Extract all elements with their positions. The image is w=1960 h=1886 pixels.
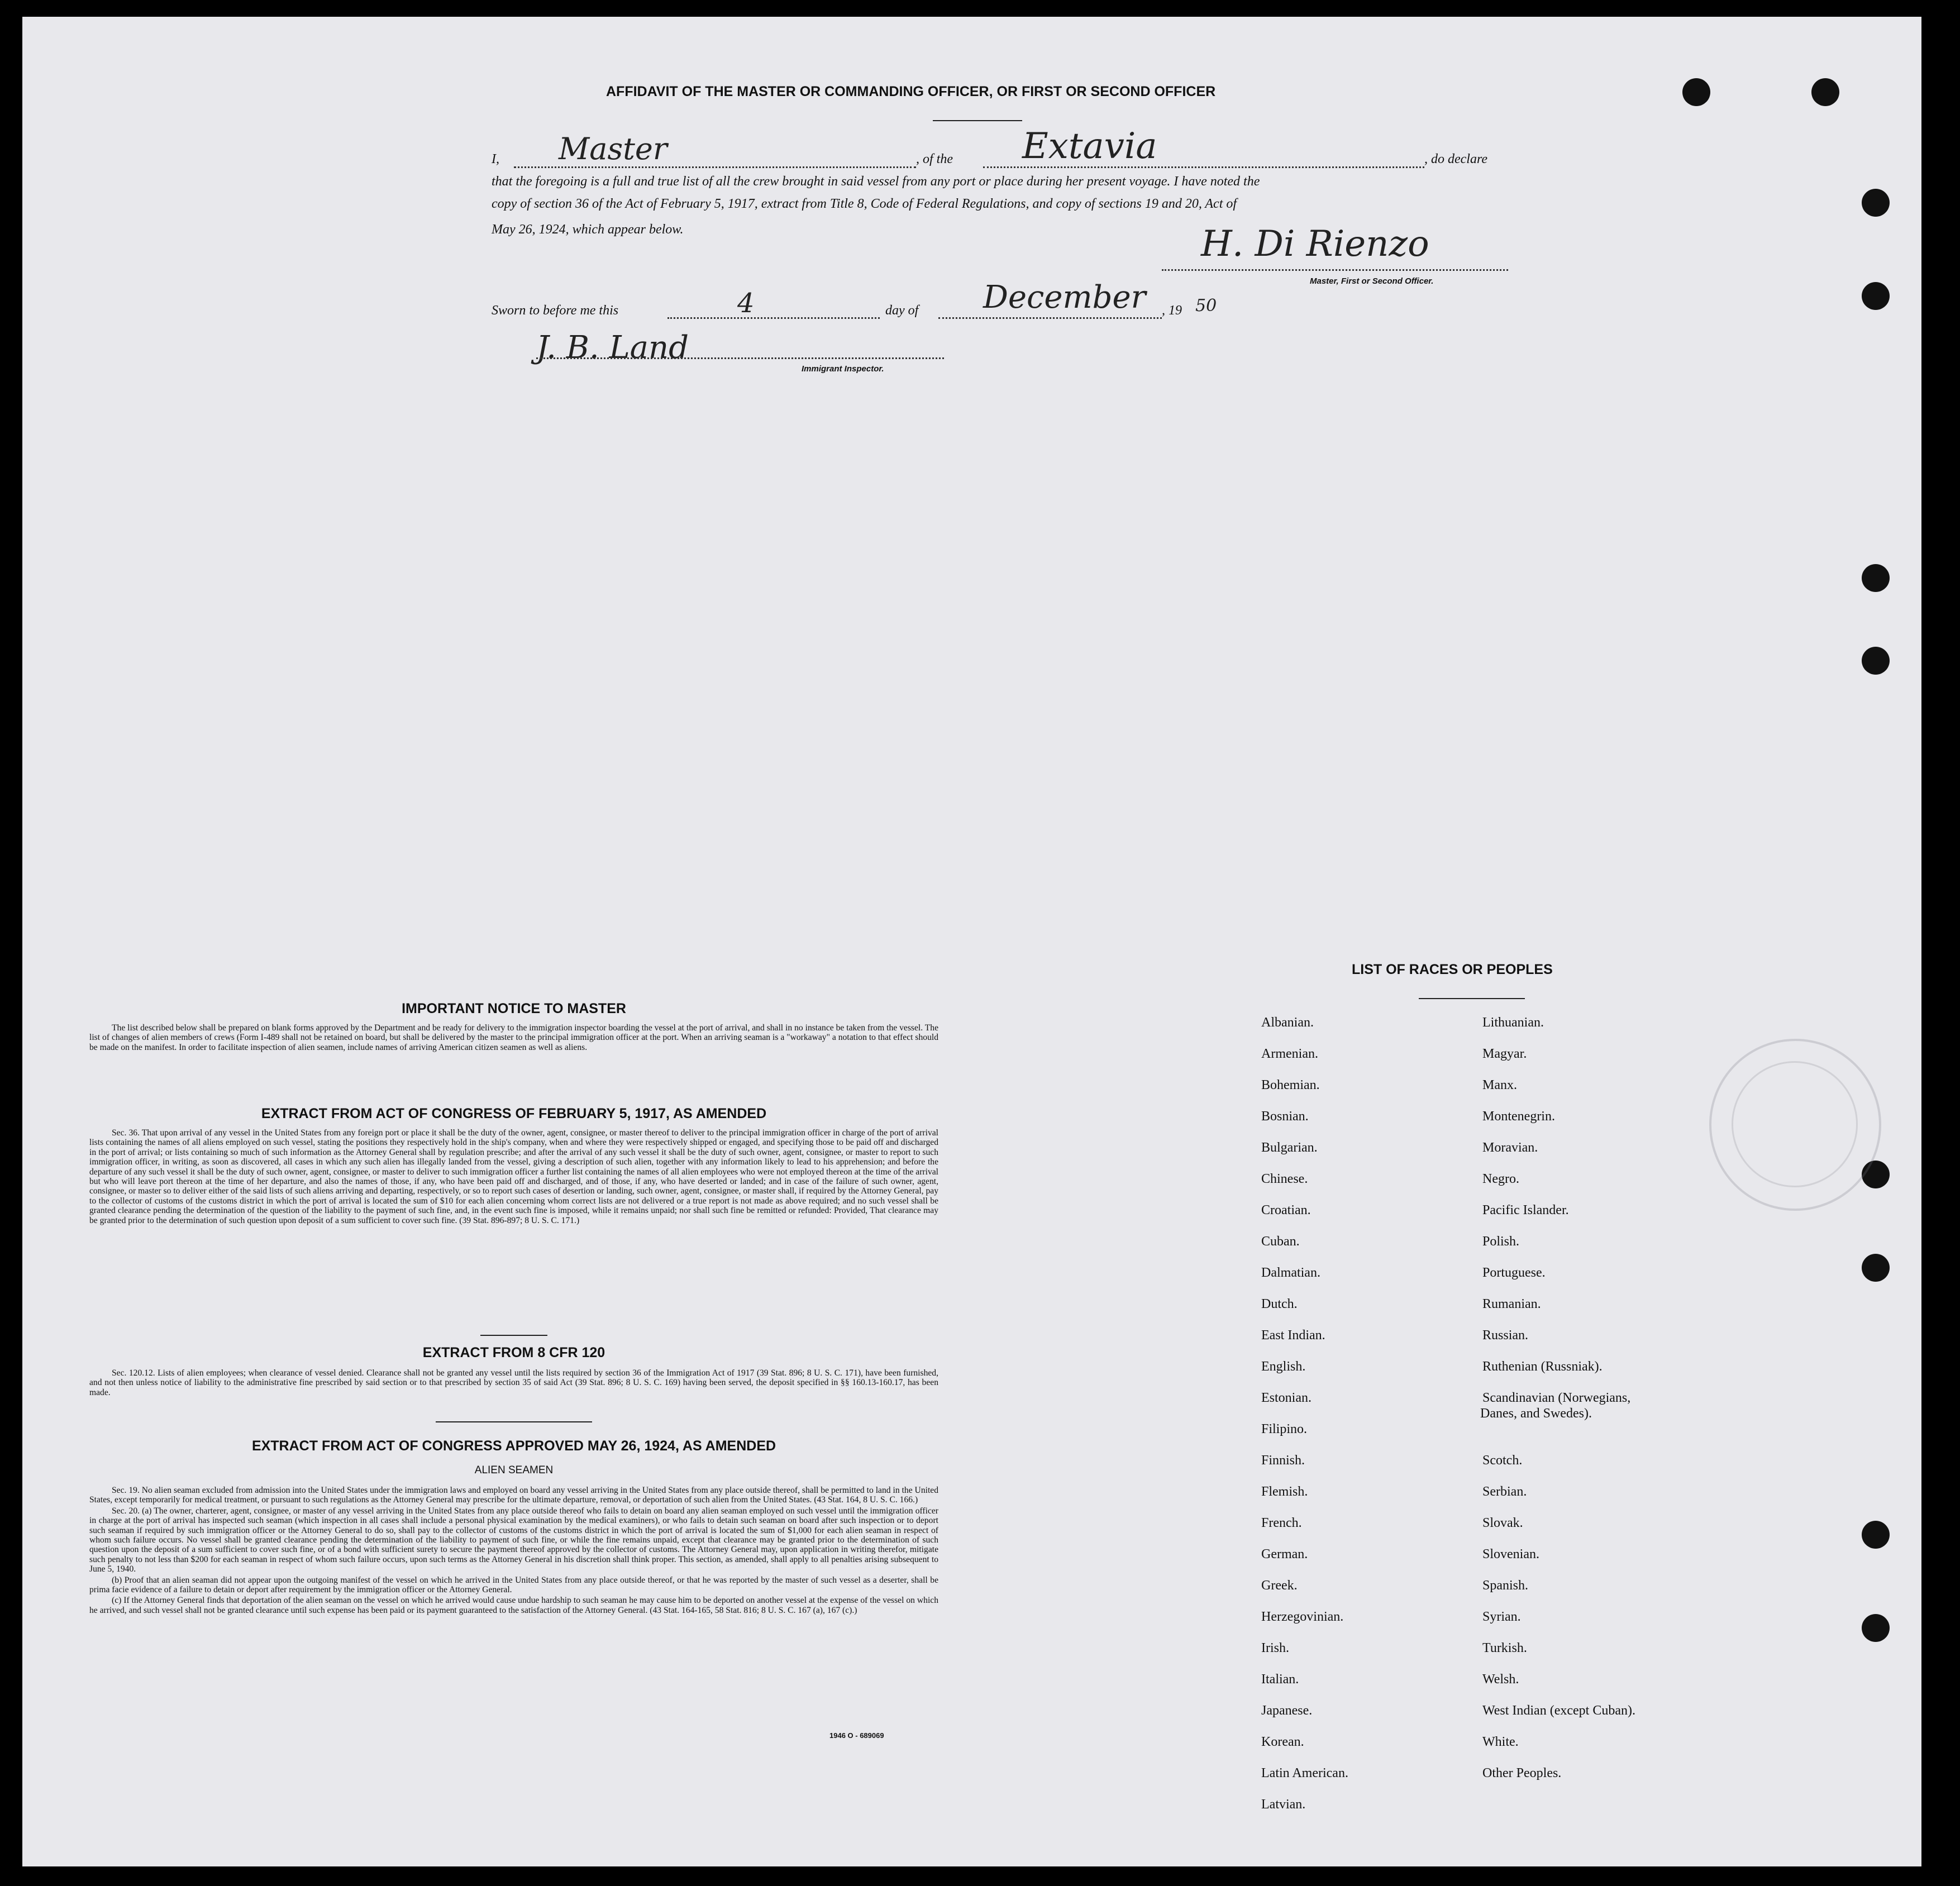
master-signature-line bbox=[1162, 269, 1508, 271]
race-item: French. bbox=[1261, 1516, 1302, 1530]
punch-hole bbox=[1862, 1614, 1890, 1642]
handwritten-master-title: Master bbox=[559, 131, 667, 166]
affidavit-heading: AFFIDAVIT OF THE MASTER OR COMMANDING OFFICER, OR FIRST OR SECOND OFFICER bbox=[606, 84, 1216, 99]
race-item: Ruthenian (Russniak). bbox=[1482, 1359, 1603, 1374]
race-item: Polish. bbox=[1482, 1234, 1520, 1249]
race-item: Serbian. bbox=[1482, 1484, 1527, 1499]
race-item: Filipino. bbox=[1261, 1422, 1308, 1436]
punch-hole bbox=[1682, 78, 1710, 106]
sworn-prefix: Sworn to before me this bbox=[492, 303, 619, 318]
section-120-paragraph: Sec. 120.12. Lists of alien employees; when clearance of vessel denied. Clearance shall not be granted any vessel until the lists required by section 36 of the Immigration Act of 1917 (39 Stat. 896; 8 U. S. C. 171), have been furnished, and not then unless notice of liability to the administrative fine prescribed by said section or to that prescribed by section 35 of said Act (39 Stat. 896; 8 U. S. C. 169) having been served, the deposit specified in §§ 160.13-160.17, has been made. bbox=[89, 1368, 938, 1397]
race-item: Latvian. bbox=[1261, 1797, 1306, 1812]
race-item: Greek. bbox=[1261, 1578, 1298, 1593]
handwritten-day: 4 bbox=[737, 288, 755, 319]
inspector-signature: J. B. Land bbox=[536, 330, 689, 366]
race-item: Latin American. bbox=[1261, 1766, 1348, 1780]
official-seal-stamp-inner bbox=[1732, 1061, 1858, 1187]
race-item: Armenian. bbox=[1261, 1047, 1318, 1061]
affidavit-line3: copy of section 36 of the Act of February 5, 1917, extract from Title 8, Code of Federal Regulations, and copy of sections 19 and 20, Act of bbox=[492, 197, 1237, 211]
affidavit-line1-suffix: , do declare bbox=[1424, 152, 1488, 166]
race-item: Welsh. bbox=[1482, 1672, 1519, 1687]
race-item: Negro. bbox=[1482, 1172, 1519, 1186]
race-item: Estonian. bbox=[1261, 1391, 1312, 1405]
section-36-paragraph: Sec. 36. That upon arrival of any vessel in the United States from any foreign port or place it shall be the duty of the owner, agent, consignee, or master thereof to deliver to the principal immigration officer in charge of the port of arrival lists containing the names of all aliens employed on such vessel, stating the positions they respectively hold in the ship's company, when and where they were respectively shipped or engaged, and specifying those to be paid off and discharged in the port of arrival; or lists containing so much of such information as the Attorney General shall by regulation prescribe; and after the arrival of any such vessel it shall be the duty of such owner, agent, consignee, or master to report to such immigration officer, in writing, as soon as discovered, all cases in which any such alien has illegally landed from the vessel, giving a description of such alien, together with any information likely to lead to his apprehension; and before the departure of any such vessel it shall be the duty of such owner, agent, consignee, or master to deliver to such immigration officer a further list containing the names of all alien employees who were not employed thereon at the time of the arrival but who will leave port thereon at the time of her departure, and also the names of those, if any, who have been paid off and discharged, and of those, if any, who have deserted or landed; and in case of the failure of such owner, agent, consignee, or master so to deliver either of the said lists of such aliens arriving and departing, respectively, or so to report such cases of desertion or landing, such owner, agent, consignee, or master shall, if required by the Attorney General, pay to the collector of customs of the customs district in which the port of arrival is located the sum of $10 for each alien concerning whom correct lists are not delivered or a true report is not made as above required; and no such vessel shall be granted clearance pending the determination of the question of the liability to the payment of such fine, and, in the event such fine is imposed, while it remains unpaid; nor shall such fine be remitted or refunded: Provided, That clearance may be granted prior to the determination of such question upon deposit of a sum sufficient to cover such fine. (39 Stat. 896-897; 8 U. S. C. 171.) bbox=[89, 1128, 938, 1225]
alien-seamen-subtitle: ALIEN SEAMEN bbox=[474, 1464, 554, 1476]
race-item: Chinese. bbox=[1261, 1172, 1308, 1186]
inspector-caption: Immigrant Inspector. bbox=[802, 364, 884, 374]
race-item: Slovenian. bbox=[1482, 1547, 1539, 1562]
sworn-month-blank-line bbox=[938, 317, 1162, 319]
punch-hole bbox=[1862, 564, 1890, 592]
race-item: Finnish. bbox=[1261, 1453, 1305, 1468]
punch-hole bbox=[1862, 1521, 1890, 1549]
section-divider bbox=[480, 1335, 547, 1336]
affidavit-line2: that the foregoing is a full and true list of all the crew brought in said vessel from any port or place during her present voyage. I have noted the bbox=[492, 174, 1260, 189]
extract-cfr-title: EXTRACT FROM 8 CFR 120 bbox=[422, 1345, 605, 1360]
race-item: Danes, and Swedes). bbox=[1480, 1406, 1592, 1421]
race-item: Slovak. bbox=[1482, 1516, 1523, 1530]
inspector-signature-line bbox=[536, 357, 944, 359]
race-item: Croatian. bbox=[1261, 1203, 1311, 1217]
race-item: Italian. bbox=[1261, 1672, 1299, 1687]
handwritten-year: 50 bbox=[1195, 296, 1217, 316]
extract-cfr-text bbox=[89, 1368, 938, 1398]
extract-1924-title: EXTRACT FROM ACT OF CONGRESS APPROVED MAY 26, 1924, AS AMENDED bbox=[251, 1438, 776, 1454]
race-item: Portuguese. bbox=[1482, 1266, 1546, 1280]
race-item: Flemish. bbox=[1261, 1484, 1308, 1499]
section-19-paragraph: Sec. 19. No alien seaman excluded from admission into the United States under the immigration laws and employed on board any vessel arriving in the United States from any place outside thereof, shall be permitted to land in the United States, except temporarily for medical treatment, or pursuant to such regulations as the Attorney General may prescribe for the ultimate departure, removal, or deportation of such alien from the United States. (43 Stat. 164, 8 U. S. C. 166.) bbox=[89, 1486, 938, 1505]
races-title: LIST OF RACES OR PEOPLES bbox=[1352, 962, 1553, 977]
notice-title: IMPORTANT NOTICE TO MASTER bbox=[402, 1001, 626, 1016]
section-divider bbox=[436, 1421, 592, 1422]
race-item: Korean. bbox=[1261, 1735, 1304, 1749]
race-item: Spanish. bbox=[1482, 1578, 1529, 1593]
master-signature: H. Di Rienzo bbox=[1201, 223, 1429, 265]
race-item: Manx. bbox=[1482, 1078, 1517, 1092]
affidavit-line4: May 26, 1924, which appear below. bbox=[492, 222, 684, 237]
extract-1917-text bbox=[89, 1128, 938, 1226]
race-item: Moravian. bbox=[1482, 1140, 1538, 1155]
notice-paragraph: The list described below shall be prepared on blank forms approved by the Department and be ready for delivery to the immigration inspector boarding the vessel at the port of arrival, and shall in no instance be taken from the vessel. The list of changes of alien members of crews (Form I-489 shall not be retained on board, but shall be delivered by the master to the principal immigration officer at the port. When an arriving seaman is a "workaway" a notation to that effect should be made on the manifest. In order to facilitate inspection of alien seamen, include names of arriving American citizen seamen as well as aliens. bbox=[89, 1023, 938, 1052]
race-item: Pacific Islander. bbox=[1482, 1203, 1569, 1217]
race-item: West Indian (except Cuban). bbox=[1482, 1703, 1635, 1718]
punch-hole bbox=[1862, 647, 1890, 675]
extract-1924-text bbox=[89, 1486, 938, 1616]
race-item: Other Peoples. bbox=[1482, 1766, 1562, 1780]
race-item: Bohemian. bbox=[1261, 1078, 1320, 1092]
sworn-day-blank-line bbox=[667, 317, 880, 319]
race-item: Japanese. bbox=[1261, 1703, 1313, 1718]
affidavit-line1-prefix: I, bbox=[492, 152, 499, 166]
sworn-day-of: day of bbox=[885, 303, 919, 318]
print-code: 1946 O - 689069 bbox=[829, 1731, 884, 1740]
race-item: Lithuanian. bbox=[1482, 1015, 1544, 1030]
master-signature-caption: Master, First or Second Officer. bbox=[1310, 276, 1434, 286]
race-item: Montenegrin. bbox=[1482, 1109, 1555, 1124]
heading-underline bbox=[933, 120, 1022, 121]
handwritten-vessel-name: Extavia bbox=[1022, 126, 1157, 167]
punch-hole bbox=[1862, 189, 1890, 217]
race-item: Scandinavian (Norwegians, bbox=[1482, 1391, 1631, 1405]
race-item: White. bbox=[1482, 1735, 1519, 1749]
race-item: Rumanian. bbox=[1482, 1297, 1541, 1311]
sworn-year-printed: , 19 bbox=[1162, 303, 1182, 318]
race-item: Magyar. bbox=[1482, 1047, 1527, 1061]
affidavit-of-the: , of the bbox=[916, 152, 953, 166]
notice-text bbox=[89, 1023, 938, 1053]
race-item: Bosnian. bbox=[1261, 1109, 1309, 1124]
race-item: Dutch. bbox=[1261, 1297, 1298, 1311]
name-blank-line bbox=[514, 166, 916, 168]
race-item: Russian. bbox=[1482, 1328, 1529, 1343]
race-item: Cuban. bbox=[1261, 1234, 1300, 1249]
section-20b-paragraph: (b) Proof that an alien seaman did not appear upon the outgoing manifest of the vessel on which he arrived in the United States from any place outside thereof, or that he was reported by the master of such vessel as a deserter, shall be prima facie evidence of a failure to detain or deport after requirement by the immigration officer or the Attorney General. bbox=[89, 1575, 938, 1595]
handwritten-month: December bbox=[983, 279, 1146, 316]
race-item: Dalmatian. bbox=[1261, 1266, 1320, 1280]
race-item: German. bbox=[1261, 1547, 1308, 1562]
race-item: Bulgarian. bbox=[1261, 1140, 1318, 1155]
extract-1917-title: EXTRACT FROM ACT OF CONGRESS OF FEBRUARY 5, 1917, AS AMENDED bbox=[261, 1106, 767, 1121]
punch-hole bbox=[1862, 1254, 1890, 1282]
race-item: Turkish. bbox=[1482, 1641, 1527, 1655]
section-20c-paragraph: (c) If the Attorney General finds that deportation of the alien seaman on the vessel on which he arrived would cause undue hardship to such seaman he may cause him to be deported on another vessel at the expense of the vessel on which he arrived, and such vessel shall not be granted clearance until such expense has been paid or its payment guaranteed to the satisfaction of the Attorney General. (43 Stat. 164-165, 58 Stat. 816; 8 U. S. C. 167 (a), 167 (c).) bbox=[89, 1596, 938, 1615]
race-item: English. bbox=[1261, 1359, 1306, 1374]
race-item: Herzegovinian. bbox=[1261, 1610, 1344, 1624]
race-item: East Indian. bbox=[1261, 1328, 1325, 1343]
race-item: Scotch. bbox=[1482, 1453, 1523, 1468]
races-title-underline bbox=[1419, 998, 1525, 999]
race-item: Syrian. bbox=[1482, 1610, 1521, 1624]
race-item: Albanian. bbox=[1261, 1015, 1314, 1030]
punch-hole bbox=[1862, 282, 1890, 310]
section-20a-paragraph: Sec. 20. (a) The owner, charterer, agent, consignee, or master of any vessel arriving in the United States from any place outside thereof who fails to detain on board any alien seaman employed on such vessel until the immigration officer in charge at the port of arrival has inspected such seaman (which inspection in all cases shall include a personal physical examination by the medical examiners), or who fails to detain such seaman on board after such inspection or to deport such seaman if required by such immigration officer or the Attorney General to do so, shall pay to the collector of customs of the customs district in which the port of arrival is located the sum of $1,000 for each alien seaman in respect of whom such failure occurs. No vessel shall be granted clearance pending the determination of the liability to payment of such fine, or while the fine remains unpaid, except that clearance may be granted prior to the determination of such question upon the deposit of a sum sufficient to cover such fine, or of a bond with sufficient surety to secure the payment thereof approved by the collector of customs. The Attorney General may, upon application in writing therefor, mitigate such penalty to not less than $200 for each seaman in respect of whom such failure occurs, upon such terms as the Attorney General in his discretion shall think proper. This section, as amended, shall apply to all penalties arising subsequent to June 5, 1940. bbox=[89, 1506, 938, 1574]
punch-hole bbox=[1811, 78, 1839, 106]
race-item: Irish. bbox=[1261, 1641, 1289, 1655]
